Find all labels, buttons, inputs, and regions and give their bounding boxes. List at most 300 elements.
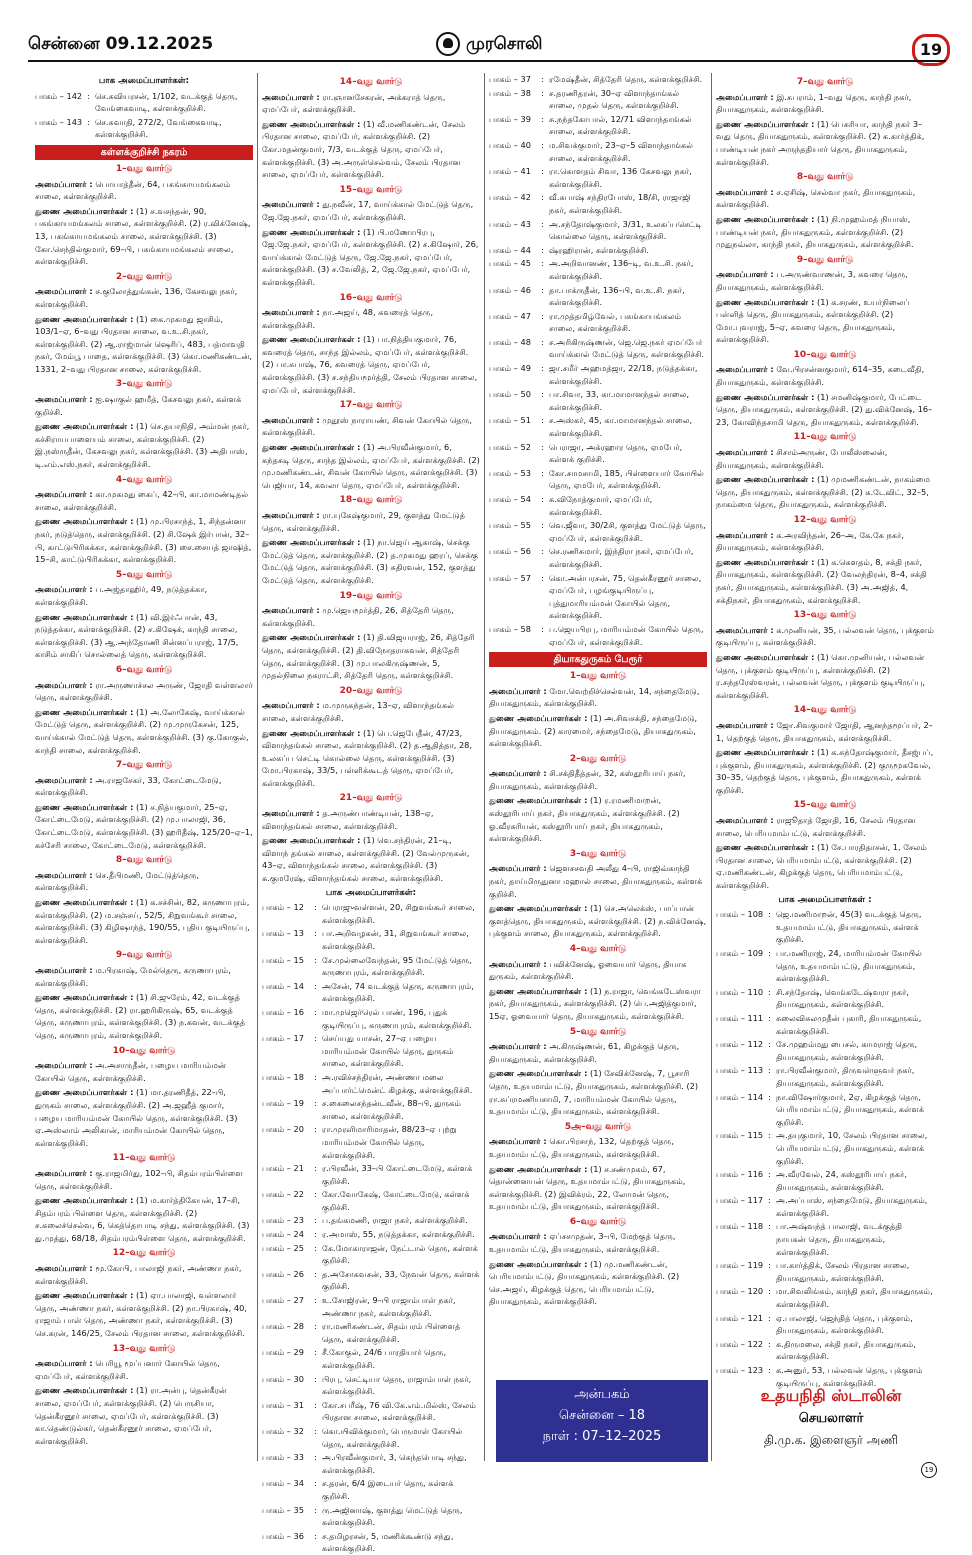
booth-number: பாகம் – 38 [489, 87, 531, 98]
booth-number: பாகம் – 45 [489, 258, 531, 269]
ward-heading: 14–வது வார்டு [339, 77, 403, 87]
booth-number: பாகம் – 119 [716, 1260, 764, 1271]
booth-row [262, 1032, 480, 1070]
booth-number: பாகம் – 21 [262, 1163, 304, 1174]
booth-row [489, 139, 707, 164]
booth-row [262, 1242, 480, 1267]
booth-row [716, 1259, 934, 1284]
ward-heading: 1–வது வார்டு [115, 163, 173, 174]
booth-colon: : [314, 1229, 317, 1240]
booth-colon: : [314, 1098, 317, 1109]
role-label: அமைப்பாளர் : [35, 1358, 93, 1369]
booth-text: ரமேஷ்தீன், சித்தேரி தெரு, கள்ளக்குறிச்சி. [549, 74, 703, 84]
booth-row [489, 73, 707, 86]
footer-ad-box [496, 1380, 708, 1462]
booth-text: ச.அரிகிருஷ்ணன், ஜெ.ஜெ.நகர் ஏமப்பேர் வாய்க்கால் மேட்டுத் தெரு, கள்ளக்குறிச்சி. [549, 336, 705, 360]
role-label: துணை அமைப்பாளர்கள் : [262, 537, 361, 548]
role-label: துணை அமைப்பாளர்கள் : [262, 442, 361, 453]
entry-text: (1) நா.ஜெய் ஆகாஷ், செக்கு மேட்டுத் தெரு, கள்ளக்குறிச்சி. (2) த.முகமது ஹரப், செக்கு மேட்டுத் தெரு, கள்ளக்குறிச்சி. (3) சுதிரவன், 152, குளத்து மேட்டுத் தெரு, கள்ளக்குறிச்சி. [262, 537, 479, 585]
booth-row [489, 441, 707, 466]
entry-text: (1) சமனிஷ்குமார், பேட்டை தெரு, தியாகதுருகம், கள்ளக்குறிச்சி. (2) து.விக்னேஷ், 16–23, கோவிந்தசாமி தெரு, தியாகதுருகம், கள்ளக்குறிச்சி. [716, 391, 933, 427]
booth-row [262, 1320, 480, 1345]
role-label: அமைப்பாளர் : [489, 685, 547, 696]
role-label: துணை அமைப்பாளர்கள் : [35, 1290, 134, 1301]
booth-number: பாகம் – 46 [489, 284, 531, 295]
booth-colon: : [314, 1321, 317, 1332]
booth-row [489, 218, 707, 243]
booth-row [489, 572, 707, 622]
entry-text: (1) ந.ராஜா, வெங்கடேஸ்வரா நகர், தியாகதுருகம், கள்ளக்குறிச்சி. (2) பெ.அஜித்குமார், 15ஏ, ஓவையார் தெரு, தியாகதுருகம், கள்ளக்குறிச்சி. [489, 985, 702, 1021]
appointment-entry [262, 699, 480, 724]
booth-colon: : [314, 928, 317, 939]
booth-text: வீ.சுபாஷ் சந்திரபோஸ், 18/சி, ராஜாஜி நகர், கள்ளக்குறிச்சி. [549, 192, 691, 215]
booth-number: பாகம் – 36 [262, 1530, 304, 1541]
ward-heading: 6–வது வார்டு [569, 1216, 627, 1227]
booth-colon: : [541, 310, 544, 321]
entry-text: (1) செ.அலெக்ஸ், பாப்பான் குளத்தெரு, தியாகதுருகம், கள்ளக்குறிச்சி. (2) ந.விக்னேஷ், புக்குளம் சாலை, தியாகதுருகம், கள்ளக்குறிச்சி. [489, 903, 707, 939]
booth-row [35, 90, 253, 115]
role-label: துணை அமைப்பாளர்கள் : [716, 296, 815, 307]
booth-text: க.விநோத்குமார், ஏமப்பேர், கள்ளக்குறிச்சி. [549, 494, 653, 517]
entry-text: ம.பிரகாஷ், மேல்தெரு, கருணாபுரம், கள்ளக்குறிச்சி. [35, 965, 231, 988]
booth-colon: : [541, 494, 544, 504]
booth-colon: : [314, 1452, 317, 1463]
booth-colon: : [314, 1215, 317, 1226]
signatory-role: செயலாளர் [798, 1411, 864, 1426]
appointment-entry [35, 1289, 253, 1339]
booth-row [262, 1451, 480, 1476]
entry-text: (1) பெ.ஜெபேதீன், 47/23, விளாந்தங்கல் சாலை, கள்ளக்குறிச்சி. (2) த.ஆதித்தா, 28, உலகப்ப செட்டி கொல்லை தெரு, கள்ளக்குறிச்சி. (3) மோ.பிரகாஷ், 33/5, பள்ளிக்கூடத் தெரு, ஏமப்பேர், கள்ளக்குறிச்சி. [262, 727, 472, 788]
ward-heading: 2–வது வார்டு [569, 753, 627, 764]
entry-text: (1) பி.மணோபிரபு, ஜே.ஜே.நகர், ஏமப்பேர், கள்ளக்குறிச்சி. (2) ச.கிஷோர், 26, வாய்க்கால் மேட்டுத் தெரு, ஜே.ஜே.நகர், ஏமப்பேர், கள்ளக்குறிச்சி. (3) ச.வேலித், 2, ஜே.ஜே.நகர், ஏமப்பேர், கள்ளக்குறிச்சி. [262, 226, 479, 287]
booth-text: பா.மணிராஜ், 24, மாரியம்மன் கோயில் தெரு, உதயமாம்பட்டு, தியாகதுருகம், கள்ளக்குறிச்சி. [776, 948, 922, 984]
booth-row [716, 908, 934, 946]
ward-heading: 8–வது வார்டு [115, 855, 173, 866]
booth-number: பாகம் – 47 [489, 310, 531, 321]
column-divider [484, 73, 485, 1461]
booth-row [489, 467, 707, 492]
entry-text: (1) க.சச்சின், 82, கருணாபுரம், கள்ளக்குறிச்சி. (2) ம.சஞ்சய், 52/5, சிறுவங்கூர் சாலை, கள்ளக்குறிச்சி. (3) கிழிஷாந்த், 190/55, புதிய குடியிருப்பு, கள்ளக்குறிச்சி. [35, 897, 250, 945]
booth-row [489, 244, 707, 257]
appointment-entry [489, 1040, 707, 1065]
booth-row [262, 1268, 480, 1293]
entry-text: ச.குலோத்துங்கன், 136, கேசவலு நகர், கள்ளக்குறிச்சி. [35, 286, 238, 309]
booth-row [489, 362, 707, 387]
entry-text: நா.அஜய், 48, கவரைத் தெரு, கள்ளக்குறிச்சி. [262, 307, 434, 330]
appointment-entry [716, 719, 934, 744]
booth-row [262, 1097, 480, 1122]
role-label: அமைப்பாளர் : [716, 447, 774, 458]
booth-number: பாகம் – 51 [489, 415, 531, 426]
booth-colon: : [541, 415, 544, 426]
booth-colon: : [87, 90, 90, 101]
column-3 [489, 73, 707, 1461]
booth-text: வெ.ஜீவா, 30/2சி, குளத்து மேட்டுத் தெரு, ஏமப்பேர், கள்ளக்குறிச்சி. [549, 520, 706, 543]
entry-text: க.முனியன், 35, பல்லவன் தெரு, புக்குளம் குடியிருப்பு, கள்ளக்குறிச்சி. [716, 624, 934, 648]
entry-text: (1) கொ.முனியன், பல்லவன் தெரு, புக்குளம் குடியிருப்பு, கள்ளக்குறிச்சி. (2) ர.சுந்தரேஸ்வரன், பல்லவன் தெரு, புக்குளம் குடியிருப்பு, கள்ளக்குறிச்சி. [716, 651, 926, 700]
booth-colon: : [768, 1195, 771, 1206]
role-label: அமைப்பாளர் : [35, 1060, 93, 1071]
booth-text: ரு.அஜினாஷ், குளத்து மெட்டுத் தெரு, கள்ளக்குறிச்சி. [322, 1504, 463, 1528]
booth-text: கொ.அன்பரசன், 75, தென்கீரனூர் சாலை, ஏமப்பேர், பழங்குடியிருப்பு, புத்துமாரியம்மன் கோயில் தெரு, கள்ளக்குறிச்சி. [549, 572, 702, 621]
booth-text: பா.கார்த்திக், சேலம் பிரதான சாலை, தியாகதுருகம், கள்ளக்குறிச்சி. [776, 1260, 910, 1283]
entry-text: ரா.அருணாச்சல அருண், ஜோதி வள்ளலார் தெரு, கள்ளக்குறிச்சி. [35, 679, 253, 703]
ward-heading: 12–வது வார்டு [112, 1248, 176, 1259]
entry-text: கா.முகமது கைப், 42–பி, கா.மாமண்டிதல் சாலை, கள்ளக்குறிச்சி. [35, 489, 249, 512]
booth-colon: : [768, 1091, 771, 1102]
booth-row [716, 1129, 934, 1167]
booth-text: பிரபு, செட்டியா தெரு, ராஜாம்பாள் நகர், கள்ளக்குறிச்சி. [322, 1373, 472, 1397]
ward-heading: 15–வது வார்டு [339, 184, 403, 195]
ad-line-2: சென்னை – 18 [558, 1408, 646, 1423]
booth-colon: : [314, 1373, 317, 1384]
entry-text: வே.பிரசன்னகுமார், 614–35, கடைவீதி, தியாகதுருகம், கள்ளக்குறிச்சி. [716, 364, 925, 388]
booth-row [262, 1504, 480, 1529]
booth-row [489, 336, 707, 361]
booth-colon: : [541, 546, 544, 557]
entry-text: ஏப்சசமுதன், 3–பி, மேற்குத் தெரு, உதயமாம்பட்டு, தியாகதுருகம், கள்ளக்குறிச்சி. [489, 1231, 676, 1255]
role-label: அமைப்பாளர் : [489, 1136, 547, 1147]
booth-number: பாகம் – 120 [716, 1286, 764, 1297]
appointment-entry [716, 296, 934, 346]
ward-heading: 2–வது வார்டு [115, 271, 173, 282]
appointment-entry [262, 198, 480, 223]
booth-row [489, 388, 707, 413]
entry-text: (1) தி.விஜயராஜ், 26, சித்தேரி தெரு, கள்ளக்குறிச்சி. (2) தி.விநோதராகவன், சித்தேரி தெரு, கள்ளக்குறிச்சி. (3) மு.பாலகிருஷ்ணன், 5, முதல்நிலை நகராட்சி, சித்தேரி தெரு, கள்ளக்குறிச்சி. [262, 632, 475, 681]
role-label: அமைப்பாளர் : [716, 719, 774, 730]
column-divider [257, 73, 258, 1461]
booth-row [489, 545, 707, 570]
role-label: அமைப்பாளர் : [35, 584, 93, 595]
ad-line-1: அன்பகம் [574, 1387, 630, 1402]
entry-text: ரா.ஞானசேகரன், அக்கராத் தெரு, ஏமப்பேர், கள்ளக்குறிச்சி. [262, 91, 446, 115]
booth-number: பாகம் – 44 [489, 244, 531, 255]
booth-text: அ.சந்தோஷ்குமார், 3/31, உலகப்பசெட்டி கொல்லை தெரு, கள்ளக்குறிச்சி. [549, 218, 702, 242]
booth-colon: : [541, 244, 544, 255]
booth-colon: : [541, 363, 544, 374]
booth-row [262, 901, 480, 926]
ward-heading: 5–வது வார்டு [569, 1026, 627, 1037]
appointment-entry [35, 706, 253, 756]
booth-row [262, 1346, 480, 1371]
booth-number: பாகம் – 34 [262, 1478, 304, 1489]
booth-number: பாகம் – 52 [489, 441, 531, 452]
appointment-entry [716, 841, 934, 891]
booth-text: ர.பிரவீன், 33–பி கோட்டைமேடு, கள்ளக் குறிச்சி. [322, 1163, 473, 1186]
booth-text: மா.முஜெர்ரெல் பாண், 196, புதுக் குடியிருப்பு, கருணாபுரம், கள்ளக்குறிச்சி. [322, 1006, 472, 1030]
entry-text: (1) அ.லோகேஷ், வாய்க்கால் மேட்டுத் தெரு, கள்ளக்குறிச்சி. (2) மு.முருகேசன், 125, வாய்க்கால் மேட்டுத் தெரு, கள்ளக்குறிச்சி. (3) கு.கோகுல், காந்தி சாலை, கள்ளக்குறிச்சி. [35, 706, 249, 755]
role-label: துணை அமைப்பாளர்கள் : [262, 118, 361, 129]
booth-row [262, 1425, 480, 1450]
booth-text: செ.சுவாதி, 272/2, வேங்கைவாடி, கள்ளக்குறிச்சி. [95, 116, 222, 140]
appointment-entry [716, 268, 934, 293]
entry-text: (1) சே.பாரதிதாசன், 1, சேலம் பிரதான சாலை, பெரியமாம்பட்டு, கள்ளக்குறிச்சி. (2) ஏ.மணிகண்டன், கிழக்குத் தெரு, பெரியமாம்பட்டு, கள்ளக்குறிச்சி. [716, 842, 927, 891]
ward-heading: 12–வது வார்டு [793, 515, 857, 525]
appointment-entry [716, 213, 934, 251]
role-label: அமைப்பாளர் : [35, 489, 93, 500]
booth-text: ச.அஸ்கர், 45, கா.மாமானந்தல் சாலை, கள்ளக்குறிச்சி. [549, 415, 693, 439]
ward-heading: 7–வது வார்டு [115, 760, 173, 771]
entry-text: இ.சுபராம், 1–வது தெரு, காந்தி நகர், தியாகதுருகம், கள்ளக்குறிச்சி. [716, 91, 912, 115]
elephant-logo-icon [436, 32, 460, 56]
booth-number: பாகம் – 112 [716, 1039, 764, 1050]
booth-colon: : [314, 1163, 317, 1174]
booth-number: பாகம் – 13 [262, 928, 304, 939]
booth-number: பாகம் – 12 [262, 902, 304, 913]
booth-number: பாகம் – 41 [489, 166, 531, 177]
booth-text: ப.ஜெயபிரபு, மாரியம்மன் கோயில் தெரு, ஏமப்பேர், கள்ளக்குறிச்சி. [549, 623, 704, 647]
booth-text: ரா.கொளதம் சிவா, 136 கேசவலு நகர், கள்ளக்குறிச்சி. [549, 166, 692, 189]
booth-colon: : [541, 467, 544, 478]
entry-text: கு.ராஜமிர்து, 102–பி, சிதம்பரம்பிள்ளை தெரு, கள்ளக்குறிச்சி. [35, 1167, 243, 1191]
appointment-entry [489, 685, 707, 710]
appointment-entry [716, 446, 934, 471]
booth-text: பா.அஷ்வந்த் பாலாஜி, வடக்குத்தி நாயகன் தெரு, தியாகதுருகம், கள்ளக்குறிச்சி. [776, 1221, 903, 1257]
article-columns [35, 73, 939, 1554]
appointment-entry [35, 869, 253, 894]
booth-text: த.அசோகவசன், 33, நேவன் தெரு, கள்ளக் குறிச்சி. [322, 1268, 480, 1292]
ward-heading: 11–வது வார்டு [112, 1153, 176, 1164]
booth-text: அ.அறிவானண், 136–டி, வ.உ.சி. நகர், கள்ளக்குறிச்சி. [549, 258, 694, 281]
appointment-entry [489, 1067, 707, 1117]
booth-number: பாகம் – 48 [489, 336, 531, 347]
booth-text: அ.பிரவீன்குமார், 3, கெந்தபொடி சந்து, கள்ளக்குறிச்சி. [322, 1452, 467, 1475]
role-label: அமைப்பாளர் : [35, 679, 93, 690]
booth-text: சீ.கோகுல், 24/6 பாரதியார் தெரு, கள்ளக்குறிச்சி. [322, 1347, 447, 1370]
booth-text: சி.சந்தோஷ், வெங்கடேஷ்வரா நகர், தியாகதுருகம், கள்ளக்குறிச்சி. [776, 986, 910, 1010]
booth-number: பாகம் – 117 [716, 1195, 764, 1206]
booth-number: பாகம் – 33 [262, 1452, 304, 1463]
appointment-entry [262, 91, 480, 116]
booth-text: ஜா.சமீர் அஹமத்ஜா, 22/18, நடுத்தக்கா, கள்ளக்குறிச்சி. [549, 363, 698, 386]
appointment-entry [35, 178, 253, 203]
ward-heading: 17–வது வார்டு [339, 400, 403, 411]
appointment-entry [262, 441, 480, 491]
ward-heading: 5–வது வார்டு [115, 569, 173, 580]
role-label: துணை அமைப்பாளர்கள் : [262, 632, 361, 643]
booth-number: பாகம் – 116 [716, 1169, 764, 1180]
role-label: துணை அமைப்பாளர்கள் : [35, 611, 134, 622]
booth-colon: : [541, 113, 544, 124]
role-label: அமைப்பாளர் : [489, 1041, 547, 1052]
ward-heading: 10–வது வார்டு [112, 1045, 176, 1056]
role-label: துணை அமைப்பாளர்கள் : [35, 992, 134, 1003]
role-label: துணை அமைப்பாளர்கள் : [35, 801, 134, 812]
entry-text: ப.அஜ்தாஹிர், 49, நடுத்தக்கா, கள்ளக்குறிச்சி. [35, 584, 208, 607]
appointment-entry [716, 624, 934, 649]
booth-row [489, 493, 707, 518]
appointment-entry [35, 774, 253, 799]
role-label: அமைப்பாளர் : [716, 269, 774, 280]
entry-text: ரா.யுகேஷ்குமார், 29, குளத்து மேட்டுத் தெரு, கள்ளக்குறிச்சி. [262, 510, 466, 533]
booth-number: பாகம் – 58 [489, 623, 531, 634]
booth-text: ரா.மணிகண்டன், சிதம்பரம் பிள்ளைத் தெரு, கள்ளக்குறிச்சி. [322, 1321, 461, 1344]
booth-row [716, 1285, 934, 1310]
booth-text: ப.தங்கமணி, ராஜா நகர், கள்ளக்குறிச்சி. [322, 1215, 468, 1226]
ward-heading: 11–வது வார்டு [793, 432, 857, 443]
booth-text: தா.பாக்ருதீன், 136–பி, வ.உ.சி. நகர், கள்ளக்குறிச்சி. [549, 284, 685, 308]
ward-heading: 4–வது வார்டு [569, 944, 627, 954]
booth-text: அ.ரவிச்சந்திரன், அண்ணா மலை அப்பார்ட்மென்ட் கிழக்கு, கள்ளக்குறிச்சி. [322, 1071, 473, 1095]
booth-text: ஷ்ரஹிரான், கள்ளக்குறிச்சி. [549, 244, 649, 255]
booth-colon: : [541, 87, 544, 98]
booth-number: பாகம் – 14 [262, 980, 304, 991]
masthead [436, 32, 543, 56]
booth-text: ரா.முரளிமாரிமாதன், 88/23–ஏ புற்று மாரியம்மன் கோயில் தெரு, கள்ளக்குறிச்சி. [322, 1124, 457, 1160]
appointment-entry [489, 712, 707, 750]
booth-colon: : [314, 902, 317, 913]
appointment-entry [716, 391, 934, 429]
booth-number: பாகம் – 23 [262, 1215, 304, 1226]
role-label: அமைப்பாளர் : [716, 186, 774, 197]
booth-number: பாகம் – 114 [716, 1091, 764, 1102]
entry-text: து.நவீன், 17, வாய்க்கால் மேட்டுத் தெரு, ஜே.ஜே.நகர், ஏமப்பேர், கள்ளக்குறிச்சி. [262, 199, 474, 222]
appointment-entry [35, 515, 253, 565]
appointment-entry [35, 1167, 253, 1192]
booth-number: பாகம் – 18 [262, 1071, 304, 1082]
booth-colon: : [768, 1065, 771, 1076]
appointment-entry [262, 118, 480, 181]
booth-colon: : [541, 192, 544, 203]
booth-colon: : [541, 520, 544, 531]
booth-text: அசேன், 74 வடக்குத் தெரு, கருணாபுரம், கள்ளக்குறிச்சி. [322, 980, 474, 1004]
appointment-entry [35, 1086, 253, 1149]
appointment-entry [716, 814, 934, 839]
booth-row [262, 927, 480, 952]
booth-colon: : [314, 1295, 317, 1306]
booth-number: பாகம் – 57 [489, 572, 531, 583]
booth-number: பாகம் – 31 [262, 1399, 304, 1410]
appointment-entry [35, 393, 253, 418]
entry-text: ராஜூதாத் ஜோதி, 16, சேலம் பிரதான சாலை, பெரியமாம்பட்டு, கள்ளக்குறிச்சி. [716, 815, 916, 838]
ward-heading: 7–வது வார்டு [796, 77, 854, 87]
appointment-entry [35, 1357, 253, 1382]
booth-text: சு.நந்தகோபால், 12/71 விளாந்தாங்கல் சாலை, கள்ளக்குறிச்சி. [549, 113, 692, 137]
booth-number: பாகம் – 20 [262, 1124, 304, 1135]
booth-number: பாகம் – 143 [35, 116, 83, 127]
booth-number: பாகம் – 32 [262, 1425, 304, 1436]
booth-row [262, 1294, 480, 1319]
booth-row [716, 1038, 934, 1063]
role-label: துணை அமைப்பாளர்கள் : [489, 1163, 588, 1174]
booth-number: பாகம் – 22 [262, 1189, 304, 1200]
ward-heading: 10–வது வார்டு [793, 349, 857, 360]
booth-text: செ.ரணிசுமார், இந்திரா நகர், ஏமப்பேர், கள்ளக்குறிச்சி. [549, 546, 694, 569]
appointment-entry [262, 333, 480, 396]
appointment-entry [716, 91, 934, 116]
appointment-entry [35, 896, 253, 946]
entry-text: (1) வெ.சந்திரன், 21–டி, விளாந் தங்கல் சாலை, கள்ளக்குறிச்சி. (2) வேல்முருகன், 43–ஏ, விளாந்தங்கல் சாலை, கள்ளக்குறிச்சி. (3) க.குமரேஷ், விளாந்தங்கல் சாலை, கள்ளக்குறிச்சி. [262, 835, 470, 884]
role-label: அமைப்பாளர் : [262, 199, 320, 210]
ward-heading: 16–வது வார்டு [339, 292, 403, 303]
booth-number: பாகம் – 56 [489, 546, 531, 557]
booth-number: பாகம் – 40 [489, 139, 531, 150]
booth-colon: : [314, 1242, 317, 1253]
booth-text: கோ.சபரீஷ், 76 வி.கே.எம்.மில்ஸ், சேலம் பிரதான சாலை, கள்ளக்குறிச்சி. [322, 1399, 476, 1423]
appointment-entry [35, 313, 253, 376]
booth-text: க.அனுர், 53, பல்லவன் தெரு, புக்குளம் குடியிருப்பு, கள்ளக்குறிச்சி. [776, 1365, 923, 1388]
role-label: துணை அமைப்பாளர்கள் : [35, 1195, 134, 1206]
appointment-entry [489, 767, 707, 792]
booth-colon: : [541, 572, 544, 583]
booth-number: பாகம் – 123 [716, 1365, 764, 1375]
booth-colon: : [314, 1268, 317, 1279]
role-label: துணை அமைப்பாளர்கள் : [716, 118, 815, 129]
booth-text: சே.முல்லைவேந்தன், 95 மேட்டுத் தெரு, கருணாபுரம், கள்ளக்குறிச்சி. [322, 954, 472, 978]
role-label: அமைப்பாளர் : [262, 414, 320, 425]
booth-colon: : [314, 1189, 317, 1200]
role-label: துணை அமைப்பாளர்கள் : [262, 835, 361, 846]
booth-row [262, 1006, 480, 1031]
role-label: அமைப்பாளர் : [35, 869, 93, 880]
entry-text: (1) அ.பிரவீன்குமார், 6, கந்தசுடி தெரு, சாந்த இல்லம், ஏமப்பேர், கள்ளக்குறிச்சி. (2) மு.மணிகண்டன், சிவன் கோயில் தெரு, கள்ளக்குறிச்சி. (3) பெஜியா, 14, கவலா தெரு, ஏமப்பேர், கள்ளக்குறிச்சி. [262, 442, 480, 490]
entry-text: (1) மு.பிரசாந்த், 1, சிந்தன்னா நகர், நடுத்தெரு, கள்ளக்குறிச்சி. (2) சி.ஷேக் இர்பான், 32–பி, காட்டுபிரிகக்கா, கள்ளக்குறிச்சி. (3) சை.சையத் ஜாஷித், 15–சி, காட்டுபிரிகக்கா, கள்ளக்குறிச்சி. [35, 516, 252, 565]
ward-heading: 21–வது வார்டு [339, 793, 403, 804]
ward-heading: 13–வது வார்டு [112, 1343, 176, 1354]
appointment-entry [262, 807, 480, 832]
booth-text: நா.விஷோர்குமார், 2ஏ, கிழக்குத் தெரு, பெரியமாம்பட்டு, தியாகதுருகம், கள்ளக் குறிச்சி. [776, 1091, 925, 1127]
role-label: துணை அமைப்பாளர்கள் : [35, 421, 134, 432]
signatory-org: தி.மு.க. இளைஞர் அணி [763, 1433, 899, 1447]
booth-number: பாகம் – 50 [489, 389, 531, 400]
booth-number: பாகம் – 28 [262, 1321, 304, 1332]
booth-colon: : [314, 1530, 317, 1541]
ward-heading: 14–வது வார்டு [793, 705, 857, 716]
appointment-entry [489, 902, 707, 940]
booth-row [716, 1194, 934, 1219]
booth-text: பா.அறிவழகன், 31, சிறுவங்கூர் சாலை, கள்ளக்குறிச்சி. [322, 928, 469, 951]
appointment-entry [262, 604, 480, 629]
role-label: துணை அமைப்பாளர்கள் : [35, 706, 134, 717]
booth-colon: : [768, 1312, 771, 1323]
appointment-entry [489, 958, 707, 983]
role-label: அமைப்பாளர் : [262, 307, 320, 318]
role-label: துணை அமைப்பாளர்கள் : [716, 474, 815, 485]
role-label: துணை அமைப்பாளர்கள் : [489, 795, 588, 806]
role-label: அமைப்பாளர் : [262, 700, 320, 711]
booth-colon: : [768, 1039, 771, 1050]
booth-row [716, 1168, 934, 1193]
appointment-entry [35, 205, 253, 268]
role-label: அமைப்பாளர் : [262, 808, 320, 819]
booth-number: பாகம் – 110 [716, 986, 764, 997]
booth-text: ச.தமிழரசன், 5, மணிக்கூண்டு சந்து, கள்ளக்குறிச்சி. [322, 1530, 454, 1554]
booth-text: அ.தயுகுமார், 10, சேலம் பிரதான சாலை, பெரியமாம்பட்டு, தியாகதுருகம், கள்ளக் குறிச்சி. [776, 1130, 928, 1166]
role-label: அமைப்பாளர் : [35, 774, 93, 785]
appointment-entry [489, 862, 707, 900]
ward-heading: 18–வது வார்டு [339, 495, 403, 506]
entry-text: (1) செ.தயாநிதி, அம்மன் நகர், கச்சிராயபாளையம் சாலை, கள்ளக்குறிச்சி. (2) இ.நஸ்ருதீன், கேசவலு நகர், கள்ளக்குறிச்சி. (3) அதிபாஸ், டி.எம்.எஸ்.நகர், கள்ளக்குறிச்சி. [35, 421, 250, 470]
entry-text: (1) மா.தரணிதீத், 22–பி, துருகம் சாலை, கள்ளக்குறிச்சி. (2) அ.ஜஹீத் குமார், பழைய மாரியம்மன் கோயில் தெரு, கள்ளக்குறிச்சி. (3) ஏ.அஸ்லாம் அலிகான், மாரியம்மன் கோயில் தெரு, கள்ளக்குறிச்சி. [35, 1087, 238, 1148]
ward-heading: 19–வது வார்டு [339, 590, 403, 601]
booth-row [716, 1312, 934, 1337]
corner-page-number: 19 [921, 1462, 937, 1478]
role-label: அமைப்பாளர் : [489, 768, 547, 779]
booth-number: பாகம் – 30 [262, 1373, 304, 1384]
entry-text: பெரியூ மூப்பனார் கோயில் தெரு, ஏமப்பேர், கள்ளக்குறிச்சி. [35, 1358, 220, 1381]
city-date: சென்னை 09.12.2025 [28, 34, 214, 54]
booth-colon: : [314, 954, 317, 965]
role-label: அமைப்பாளர் : [35, 1263, 93, 1274]
entry-text: (1) நி.முஹம்மத் நியாஸ், பாண்டியன் நகர், தியாகதுருகம், கள்ளக்குறிச்சி. (2) முதுநவ்லா, காந்தி நகர், தியாகதுருகம், கள்ளக்குறிச்சி. [716, 213, 914, 250]
entry-text: (1) ச.சண்முகம், 67, தொன்னையன் தெரு, உதயமாம்பட்டு, தியாகதுருகம், கள்ளக்குறிச்சி. (2) இவிக்ரம், 22, லோமன் தெரு, உதயமாம்பட்டு, தியாகதுருகம், கள்ளக்குறிச்சி. [489, 1163, 686, 1212]
signatory-name: உதயநிதி ஸ்டாலின் [760, 1386, 902, 1405]
booth-number: பாகம் – 115 [716, 1130, 764, 1141]
booth-colon: : [314, 980, 317, 991]
booth-text: கோ.சாமசாமி, 185, பிள்ளையார் கோயில் தெரு, ஏமபேர், கள்ளக்குறிச்சி. [549, 467, 704, 491]
booth-text: அ.வீரவேல், 24, கஸ்தூரிபாய் நகர், தியாகதுருகம், கள்ளக்குறிச்சி. [776, 1169, 907, 1192]
ward-heading: 9–வது வார்டு [796, 254, 854, 265]
